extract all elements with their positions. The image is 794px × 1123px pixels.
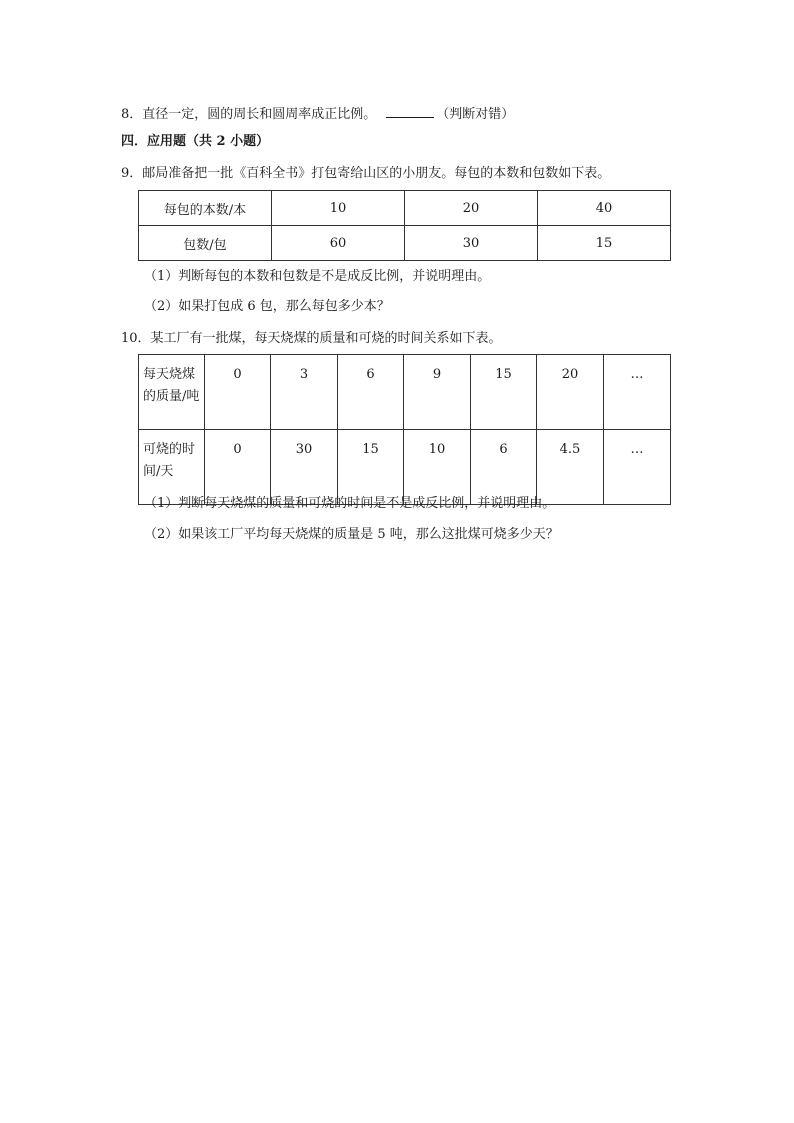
table-cell: 每天烧煤的质量/吨	[139, 355, 205, 430]
table-cell: 包数/包	[139, 226, 272, 261]
table-cell: 15	[538, 226, 671, 261]
table-cell: 0	[205, 355, 271, 430]
question-9-text: 9．邮局准备把一批《百科全书》打包寄给山区的小朋友。每包的本数和包数如下表。	[121, 166, 611, 181]
question-8-text: 8．直径一定，圆的周长和圆周率成正比例。	[121, 107, 377, 122]
table-cell: 可烧的时间/天	[139, 430, 205, 505]
table-row	[139, 191, 671, 226]
question-8	[121, 105, 514, 123]
question-10-sub1: （1）判断每天烧煤的质量和可烧的时间是不是成反比例，并说明理由。	[144, 496, 556, 511]
table-cell: 60	[272, 226, 405, 261]
question-9-table	[138, 190, 671, 261]
question-8-suffix: （判断对错）	[436, 107, 515, 122]
table-cell: 40	[538, 191, 671, 226]
answer-blank[interactable]	[386, 105, 434, 118]
section-title: 四．应用题（共 2 小题）	[121, 134, 270, 149]
table-cell: 10	[272, 191, 405, 226]
question-9-sub2: （2）如果打包成 6 包，那么每包多少本？	[144, 299, 390, 314]
table-cell: 30	[271, 430, 338, 505]
table-cell: 6	[338, 355, 404, 430]
table-cell: 20	[537, 355, 604, 430]
table-cell: 15	[471, 355, 537, 430]
table-cell: 6	[471, 430, 537, 505]
table-cell: 0	[205, 430, 271, 505]
table-row	[139, 226, 671, 261]
table-cell: 15	[338, 430, 404, 505]
question-9-sub1: （1）判断每包的本数和包数是不是成反比例，并说明理由。	[144, 269, 491, 284]
table-row	[139, 430, 671, 505]
question-10-sub2: （2）如果该工厂平均每天烧煤的质量是 5 吨，那么这批煤可烧多少天？	[144, 527, 559, 542]
table-cell: 20	[405, 191, 538, 226]
table-cell: …	[604, 430, 671, 505]
table-cell: 3	[271, 355, 338, 430]
table-cell: 每包的本数/本	[139, 191, 272, 226]
table-cell: …	[604, 355, 671, 430]
table-cell: 30	[405, 226, 538, 261]
table-cell: 9	[404, 355, 471, 430]
table-row	[139, 355, 671, 430]
table-cell: 10	[404, 430, 471, 505]
table-cell: 4.5	[537, 430, 604, 505]
question-10-table	[138, 354, 671, 505]
question-10-text: 10．某工厂有一批煤，每天烧煤的质量和可烧的时间关系如下表。	[121, 331, 502, 346]
